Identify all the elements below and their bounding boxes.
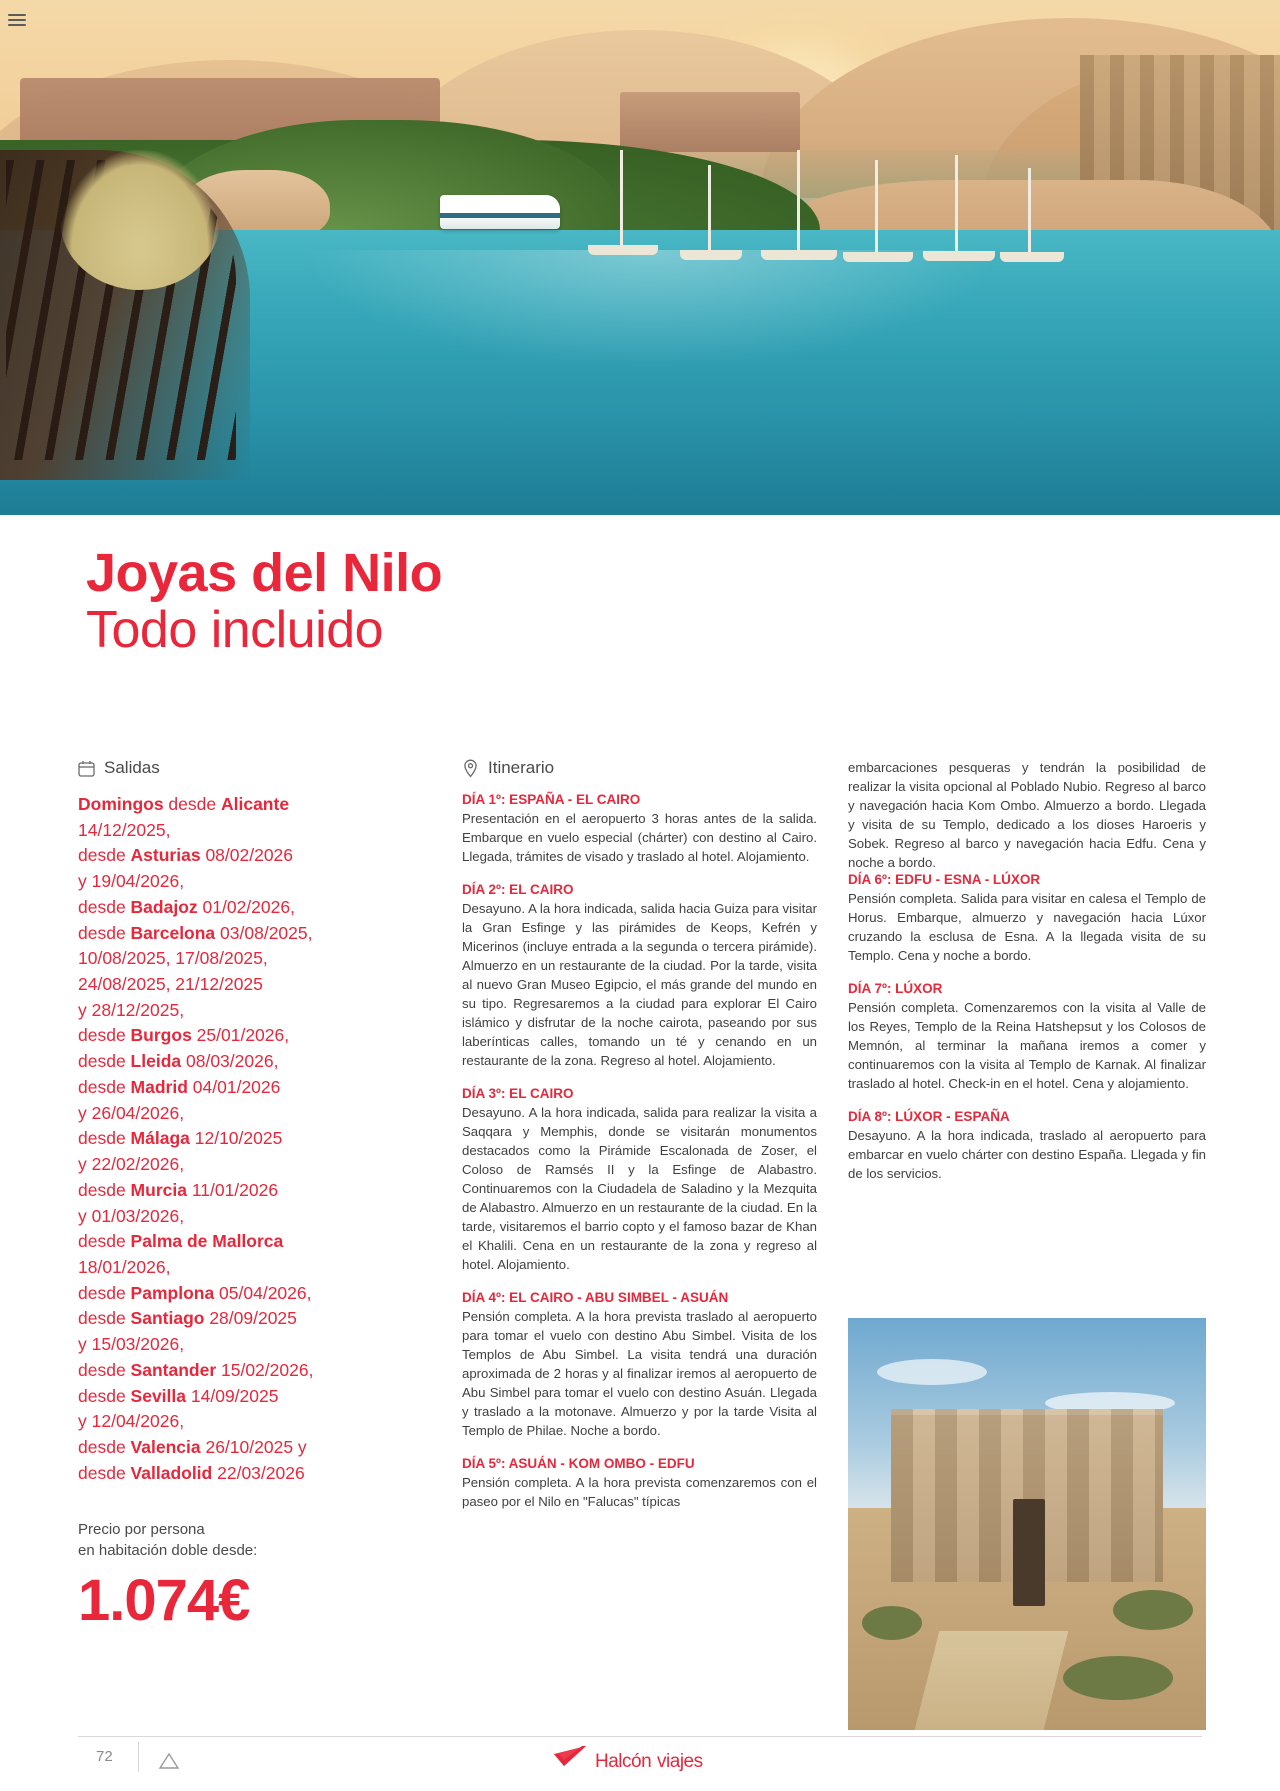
itinerary-day-text: Desayuno. A la hora indicada, salida para realizar la visita a Saqqara y Memphis, donde se visitarán monumentos destacados como la Pirámide Escalonada de Zoser, el Coloso de Ramsés II y la Esfinge de Alabastro. Continuaremos con la Ciudadela de Saladino y la Mezquita de Alabastro. Almuerzo en un restaurante de la ciudad. En la tarde, visitaremos el barrio copto y el famoso bazar de Khan el Khalili. Cena en un restaurante de la zona y regreso al hotel. Alojamiento.	[462, 1105, 817, 1272]
photo-stone-path	[914, 1631, 1068, 1730]
hero-water-reflection	[300, 250, 1000, 370]
itinerary-heading	[462, 758, 817, 778]
temple-photo	[848, 1318, 1206, 1730]
departure-line: 24/08/2025, 21/12/2025	[78, 974, 263, 995]
footer-divider	[78, 1736, 1202, 1737]
itinerary-day-title: DÍA 6º: EDFU - ESNA - LÚXOR	[848, 872, 1041, 887]
price-label-line1: Precio por persona	[78, 1521, 205, 1539]
itinerary-day-text: Pensión completa. A la hora prevista comenzaremos con el paseo por el Nilo en "Falucas" típicas	[462, 1475, 817, 1509]
location-pin-icon	[462, 759, 479, 778]
departure-line: desde Valladolid 22/03/2026	[78, 1462, 305, 1483]
page-title	[86, 545, 442, 658]
departures-list	[78, 792, 378, 1486]
calendar-icon	[78, 760, 95, 777]
hero-cruise-boat	[440, 195, 560, 229]
itinerary-day-text: Pensión completa. Salida para visitar en calesa el Templo de Horus. Embarque, almuerzo y navegación hacia Lúxor cruzando la esclusa de Esna. A la llegada visita de su Templo. Cena y noche a bordo.	[848, 891, 1206, 963]
departure-line: desde Sevilla 14/09/2025	[78, 1385, 279, 1406]
departure-line: desde Barcelona 03/08/2025,	[78, 922, 313, 943]
departure-line: desde Valencia 26/10/2025 y	[78, 1436, 307, 1457]
title-main: Joyas del Nilo	[86, 543, 443, 603]
brand-name-main: Halcón	[595, 1751, 652, 1772]
itinerary-day-title: DÍA 1º: ESPAÑA - EL CAIRO	[462, 792, 641, 807]
departure-line: desde Madrid 04/01/2026	[78, 1076, 281, 1097]
departure-line: desde Badajoz 01/02/2026,	[78, 896, 295, 917]
itinerary-day-title: DÍA 7º: LÚXOR	[848, 981, 943, 996]
photo-bush	[1113, 1590, 1193, 1630]
itinerary-day-title: DÍA 4º: EL CAIRO - ABU SIMBEL - ASUÁN	[462, 1290, 729, 1305]
departure-line: desde Asturias 08/02/2026	[78, 845, 294, 866]
check-icon	[552, 1744, 588, 1775]
departures-heading	[78, 758, 378, 778]
hero-riverside-buildings	[620, 92, 800, 152]
hero-image	[0, 0, 1280, 515]
itinerary-days-right	[848, 872, 1206, 1183]
itinerary-day-text: Pensión completa. A la hora prevista traslado al aeropuerto para tomar el vuelo con destino Abu Simbel. Visita de los Templos de Abu Simbel. La visita tendrá una duración aproximada de 2 horas y al finalizar iremos al aeropuerto de Abu Simbel para tomar el vuelo con destino Asuán. Llegada y traslado a la motonave. Almuerzo y por la tarde Visita al Templo de Philae. Noche a bordo.	[462, 1309, 817, 1438]
brand-logo	[552, 1744, 703, 1775]
departure-line: desde Palma de Mallorca	[78, 1231, 284, 1252]
footer-vertical-divider	[138, 1742, 139, 1772]
page-number: 72	[96, 1748, 113, 1765]
itinerary-day-text: Presentación en el aeropuerto 3 horas antes de la salida. Embarque en vuelo especial (chárter) con destino al Cairo. Llegada, trámites de visado y traslado al hotel. Alojamiento.	[462, 811, 817, 864]
price-label	[78, 1520, 378, 1561]
departure-line: desde Santiago 28/09/2025	[78, 1308, 297, 1329]
photo-bush	[1063, 1656, 1173, 1700]
departure-line: 14/12/2025,	[78, 819, 171, 840]
menu-icon[interactable]	[8, 14, 26, 26]
departure-line: y 12/04/2026,	[78, 1411, 185, 1432]
brand-name	[595, 1746, 703, 1773]
departure-line: desde Lleida 08/03/2026,	[78, 1051, 279, 1072]
departure-line: y 19/04/2026,	[78, 871, 185, 892]
itinerary-day-title: DÍA 2º: EL CAIRO	[462, 882, 574, 897]
photo-cloud	[877, 1359, 987, 1385]
price-value: 1.074€	[78, 1567, 250, 1633]
departure-line: y 01/03/2026,	[78, 1205, 185, 1226]
hero-foreground-plant	[60, 150, 220, 290]
departure-line: desde Pamplona 05/04/2026,	[78, 1282, 312, 1303]
itinerary-day-text: Desayuno. A la hora indicada, traslado al aeropuerto para embarcar en vuelo chárter con destino España. Llegada y fin de los servicios.	[848, 1128, 1206, 1181]
departure-line: y 22/02/2026,	[78, 1154, 185, 1175]
itinerary-day-title: DÍA 5º: ASUÁN - KOM OMBO - EDFU	[462, 1456, 695, 1471]
itinerary-continuation-text: embarcaciones pesqueras y tendrán la posibilidad de realizar la visita opcional al Poblado Nubio. Regreso al barco y navegación hacia Kom Ombo. Almuerzo a bordo. Llegada y visita de su Templo, dedicado a los dioses Haroeris y Sobek. Regreso al barco y navegación hacia Edfu. Cena y noche a bordo.	[848, 760, 1206, 870]
departure-line: desde Burgos 25/01/2026,	[78, 1025, 290, 1046]
itinerary-day-text: Pensión completa. Comenzaremos con la visita al Valle de los Reyes, Templo de la Reina Hatshepsut y los Colosos de Memnón, al terminar la mañana iremos a comer y continuaremos con la visita al Templo de Karnak. Al finalizar traslado al hotel. Check-in en el hotel. Cena y alojamiento.	[848, 1000, 1206, 1091]
departure-line: 18/01/2026,	[78, 1256, 171, 1277]
itinerary-heading-label: Itinerario	[488, 758, 555, 777]
itinerary-column-continued	[848, 758, 1206, 1183]
brand-name-suffix: viajes	[657, 1751, 703, 1772]
departure-line: Domingos desde Alicante	[78, 794, 290, 814]
departure-line: y 15/03/2026,	[78, 1334, 185, 1355]
itinerary-column	[462, 758, 817, 1511]
itinerary-day-title: DÍA 3º: EL CAIRO	[462, 1086, 574, 1101]
itinerary-day-title: DÍA 8º: LÚXOR - ESPAÑA	[848, 1109, 1010, 1124]
departure-line: y 26/04/2026,	[78, 1102, 185, 1123]
itinerary-days	[462, 792, 817, 1511]
departure-line: desde Málaga 12/10/2025	[78, 1128, 283, 1149]
itinerary-day-text: Desayuno. A la hora indicada, salida hacia Guiza para visitar la Gran Esfinge y las pirámides de Keops, Kefrén y Micerinos (incluye entrada a la segunda o tercera pirámide). Almuerzo en un restaurante de la ciudad. Por la tarde, visita al nuevo Gran Museo Egipcio, el más grande del mundo en su tipo. Regresaremos a la ciudad para explorar El Cairo islámico y disfrutar de la noche cairota, paseando por sus laberínticas calles, tomando un té y cenando en un restaurante de la zona. Regreso al hotel. Alojamiento.	[462, 901, 817, 1068]
departure-line: y 28/12/2025,	[78, 999, 185, 1020]
departures-heading-label: Salidas	[104, 758, 160, 777]
photo-temple-doorway	[1013, 1499, 1045, 1606]
price-label-line2: en habitación doble desde:	[78, 1541, 258, 1559]
departures-column	[78, 758, 378, 1634]
departure-line: desde Santander 15/02/2026,	[78, 1359, 314, 1380]
title-sub: Todo incluido	[86, 600, 384, 659]
triangle-icon	[158, 1752, 180, 1775]
departure-line: 10/08/2025, 17/08/2025,	[78, 948, 268, 969]
departure-line: desde Murcia 11/01/2026	[78, 1179, 279, 1200]
